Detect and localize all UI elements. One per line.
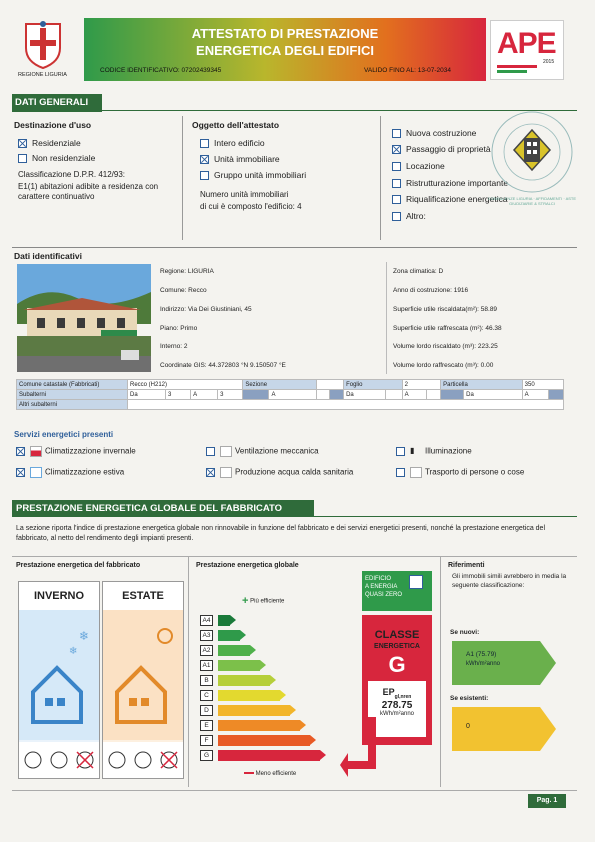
class-letter-c: C [200,690,213,701]
new-construction-option[interactable]: Nuova costruzione [392,128,476,138]
references-text: Gli immobili simili avrebbero in media la seguente classificazione: [452,573,567,589]
fan-icon [220,446,232,457]
units-count-line1: Numero unità immobiliari [200,190,289,199]
id-year: Anno di costruzione: 1916 [393,287,469,294]
id-floor: Piano: Primo [160,325,198,332]
class-bar-a3 [218,630,240,641]
residential-option[interactable]: Residenziale [18,138,81,148]
id-region: Regione: LIGURIA [160,268,214,275]
existing-reference-arrow [452,707,556,751]
whole-building-checkbox[interactable] [200,139,209,148]
building-performance-title: Prestazione energetica del fabbricato [16,562,141,569]
class-letter-f: F [200,735,213,746]
global-performance-title: Prestazione energetica globale [196,562,299,569]
class-bar-b [218,675,270,686]
new-label: Se nuovi: [450,629,480,636]
class-letter-d: D [200,705,213,716]
references-title: Riferimenti [448,562,485,569]
radiator-icon [30,446,42,457]
summer-house-icon [103,610,183,778]
id-heated-volume: Volume lordo riscaldato (m³): 223.25 [393,343,498,350]
cadastre-row-sub: Subalterni Da 3 A 3 A Da A Da A [17,390,564,400]
new-reference-value: A1 (75.79) [466,651,497,658]
service-lighting[interactable]: ▮ Illuminazione [396,446,472,457]
class-bar-f [218,735,310,746]
id-cooled-volume: Volume lordo raffrescato (m³): 0.00 [393,362,494,369]
code-label: CODICE IDENTIFICATIVO: 07202439345 [100,67,222,74]
object-title: Oggetto dell'attestato [192,120,280,130]
requalification-option[interactable]: Riqualificazione energetica [392,194,508,204]
winter-house-icon [19,610,99,778]
residential-checkbox[interactable] [18,139,27,148]
new-reference-arrow: A1 (75.79) kWh/m²anno [452,641,556,685]
non-residential-checkbox[interactable] [18,154,27,163]
class-bar-a1 [218,660,260,671]
ape-logo [490,20,564,80]
class-letter-a4: A4 [200,615,213,626]
snowflake-icon [30,467,42,478]
units-count-line2: di cui è composto l'edificio: 4 [200,202,302,211]
id-gis: Coordinate GIS: 44.372803 °N 9.150507 °E [160,362,286,369]
class-letter-b: B [200,675,213,686]
service-transport[interactable]: Trasporto di persone o cose [396,467,524,478]
renovation-option[interactable]: Ristrutturazione importante [392,178,508,188]
summer-panel [102,581,184,779]
services-title: Servizi energetici presenti [14,430,114,439]
lightbulb-icon: ▮ [410,446,415,455]
classification-value: E1(1) abitazioni adibite a residenza con carattere continuativo [18,182,159,201]
id-cooled-area: Superficie utile raffrescata (m²): 46.38 [393,325,502,332]
class-bar-a4 [218,615,230,626]
class-bar-g [218,750,320,761]
class-arrow-icon [340,717,380,777]
class-letter-e: E [200,720,213,731]
id-heated-area: Superficie utile riscaldata(m²): 58.89 [393,306,498,313]
class-bar-c [218,690,280,701]
ownership-transfer-option[interactable]: Passaggio di proprietà [392,144,491,154]
svg-text:❄: ❄ [69,646,78,657]
summer-label: ESTATE [103,582,183,611]
nzeb-checkbox[interactable] [409,575,423,589]
unit-option[interactable]: Unità immobiliare [200,154,280,164]
region-logo [18,18,68,80]
other-option[interactable]: Altro: [392,211,426,221]
id-climate-zone: Zona climatica: D [393,268,444,275]
service-ventilation[interactable]: Ventilazione meccanica [206,446,319,457]
stamp-seal-icon [488,100,576,208]
class-bar-a2 [218,645,250,656]
global-performance-panel [190,557,441,787]
svg-text:❄: ❄ [79,629,90,643]
building-performance-panel [12,557,189,787]
whole-building-option[interactable]: Intero edificio [200,138,265,148]
building-photo [17,264,151,372]
classification-title: Classificazione D.P.R. 412/93: [18,170,126,179]
service-summer[interactable]: Climatizzazione estiva [16,467,124,478]
valid-label: VALIDO FINO AL: 13-07-2034 [364,67,451,74]
ep-value: 278.75 [381,699,413,711]
performance-section-title: PRESTAZIONE ENERGETICA GLOBALE DEL FABBRICATO [16,503,283,514]
nzeb-box: EDIFICIO A ENERGIA QUASI ZERO [362,571,432,611]
non-residential-option[interactable]: Non residenziale [18,153,95,163]
performance-section-bar [12,500,314,516]
group-checkbox[interactable] [200,171,209,180]
service-hot-water[interactable]: Produzione acqua calda sanitaria [206,467,353,478]
region-crest-icon [18,18,68,70]
class-letter-a3: A3 [200,630,213,641]
destination-title: Destinazione d'uso [14,120,92,130]
cadastre-row-other: Altri subalterni [17,400,564,410]
references-panel [442,557,576,787]
less-efficient-label: Meno efficiente [244,771,296,777]
destination-box [12,116,183,240]
class-letter-g: G [200,750,213,761]
ape-logo-sub: 2015 [543,59,555,65]
region-label: REGIONE LIGURIA [18,72,67,78]
existing-reference-value: 0 [466,723,470,730]
page-number: Pag. 1 [528,794,566,808]
group-option[interactable]: Gruppo unità immobiliari [200,170,306,180]
title-line-2: ENERGETICA DEGLI EDIFICI [196,43,374,58]
unit-checkbox[interactable] [200,155,209,164]
cadastre-table [16,379,564,410]
class-bar-d [218,705,290,716]
object-box [190,116,381,240]
ep-box: $EP_{gl,nren}$ 278.75 kWh/m²anno [368,681,426,737]
id-municipality: Comune: Recco [160,287,207,294]
general-section-title: DATI GENERALI [15,97,89,108]
cadastre-row-main: Comune catastale (Fabbricati) Recco (H212) Sezione Foglio 2 Particella 350 [17,380,564,390]
building-photo-image [17,264,151,372]
id-address: Indirizzo: Via Dei Giustiniani, 45 [160,306,252,313]
winter-label: INVERNO [19,582,99,611]
class-result-box: CLASSE ENERGETICA G $EP_{gl,nren}$ 278.75 kWh/m²anno [362,615,432,745]
title-line-1: ATTESTATO DI PRESTAZIONE [191,26,379,41]
elevator-icon [410,467,422,478]
class-value: G [388,652,406,677]
identification-title: Dati identificativi [14,251,83,261]
class-bar-e [218,720,300,731]
existing-label: Se esistenti: [450,695,489,702]
service-winter[interactable]: Climatizzazione invernale [16,446,136,457]
class-letter-a2: A2 [200,645,213,656]
id-interior: Interno: 2 [160,343,188,350]
water-tap-icon [220,467,232,478]
header-banner [84,18,486,81]
performance-intro: La sezione riporta l'indice di prestazione energetica globale non rinnovabile in funzione del fabbricato e dei servizi energetici presenti, nonché la prestazione energetica del fabbricato, al netto del rendimento degli impianti presenti. [16,525,546,542]
class-letter-a1: A1 [200,660,213,671]
stamp-outer-text: CONSULENZE LIGURIA · AFFIDAMENTI · ASTE GIUDIZIARIE & STRALCI [488,196,577,206]
lease-option[interactable]: Locazione [392,161,445,171]
more-efficient-label: + Più efficiente [242,595,285,607]
winter-panel [18,581,100,779]
consultancy-stamp [488,100,576,208]
ape-logo-text: APE [497,27,556,60]
